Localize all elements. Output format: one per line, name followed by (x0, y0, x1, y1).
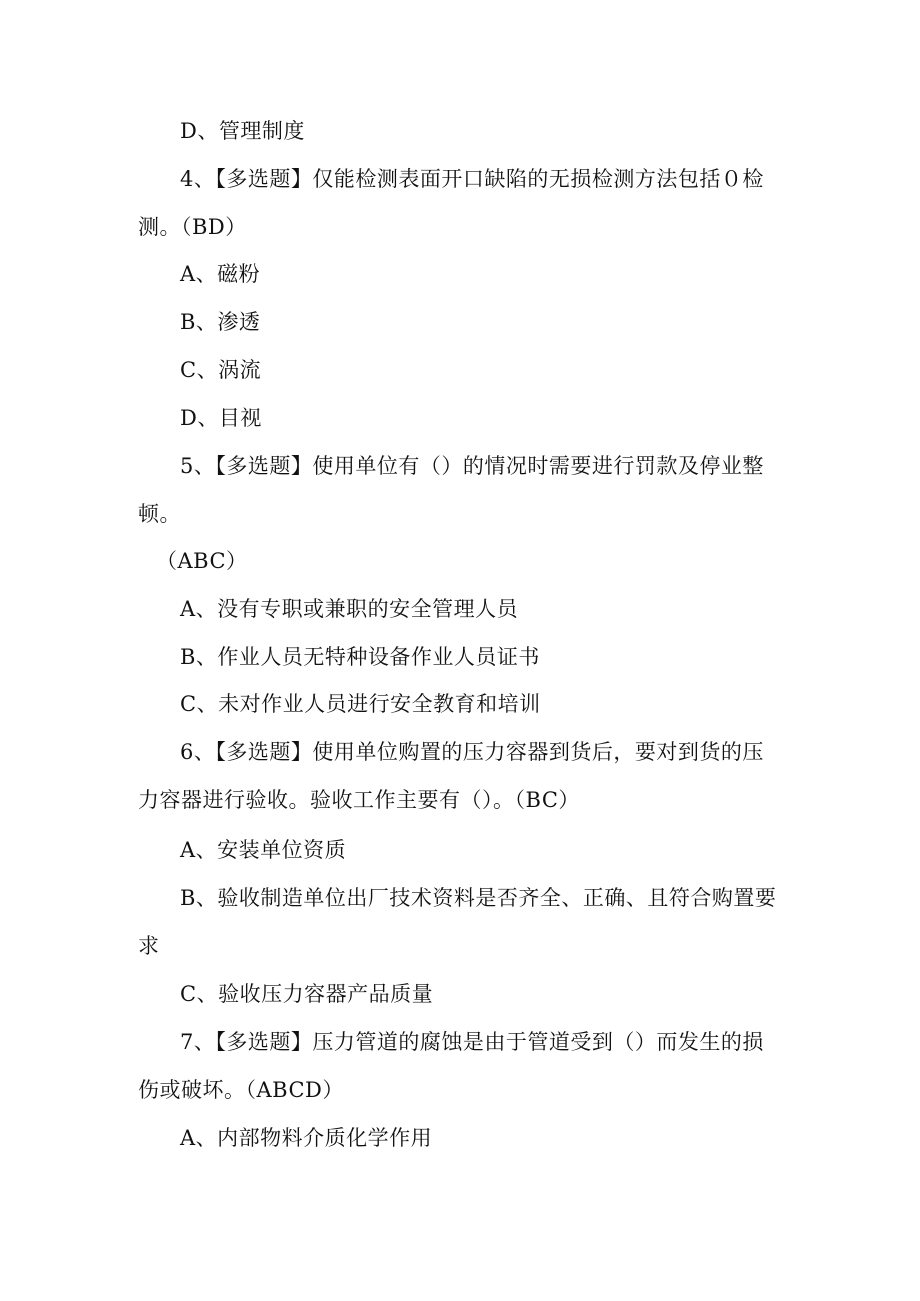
question-6-stem-cont: 力容器进行验收。验收工作主要有（）。（BC） (138, 788, 580, 812)
question-4-stem-cont: 测。（BD） (138, 215, 247, 239)
option-d-management-system: D、管理制度 (180, 119, 305, 143)
question-6-option-a: A、安装单位资质 (180, 838, 347, 862)
question-6-option-c: C、验收压力容器产品质量 (180, 982, 434, 1006)
question-4-stem: 4、【多选题】仅能检测表面开口缺陷的无损检测方法包括０检 (180, 167, 764, 191)
question-4-option-d: D、目视 (180, 406, 262, 430)
question-7-stem: 7、【多选题】压力管道的腐蚀是由于管道受到（）而发生的损 (180, 1030, 764, 1054)
question-5-stem-cont: 顿。 (138, 502, 181, 526)
question-5-option-c: C、未对作业人员进行安全教育和培训 (180, 692, 541, 716)
question-6-option-b: B、验收制造单位出厂技术资料是否齐全、正确、且符合购置要 (180, 886, 777, 910)
question-6-option-b-cont: 求 (138, 934, 160, 958)
question-5-answer: （ABC） (156, 549, 248, 573)
question-6-stem: 6、【多选题】使用单位购置的压力容器到货后，要对到货的压 (180, 740, 764, 764)
question-4-option-a: A、磁粉 (180, 262, 261, 286)
question-5-option-a: A、没有专职或兼职的安全管理人员 (180, 597, 519, 621)
question-5-stem: 5、【多选题】使用单位有（）的情况时需要进行罚款及停业整 (180, 454, 764, 478)
question-4-option-b: B、渗透 (180, 310, 261, 334)
question-4-option-c: C、涡流 (180, 358, 262, 382)
question-7-option-a: A、内部物料介质化学作用 (180, 1126, 433, 1150)
question-5-option-b: B、作业人员无特种设备作业人员证书 (180, 645, 540, 669)
question-7-stem-cont: 伤或破坏。（ABCD） (138, 1078, 344, 1102)
